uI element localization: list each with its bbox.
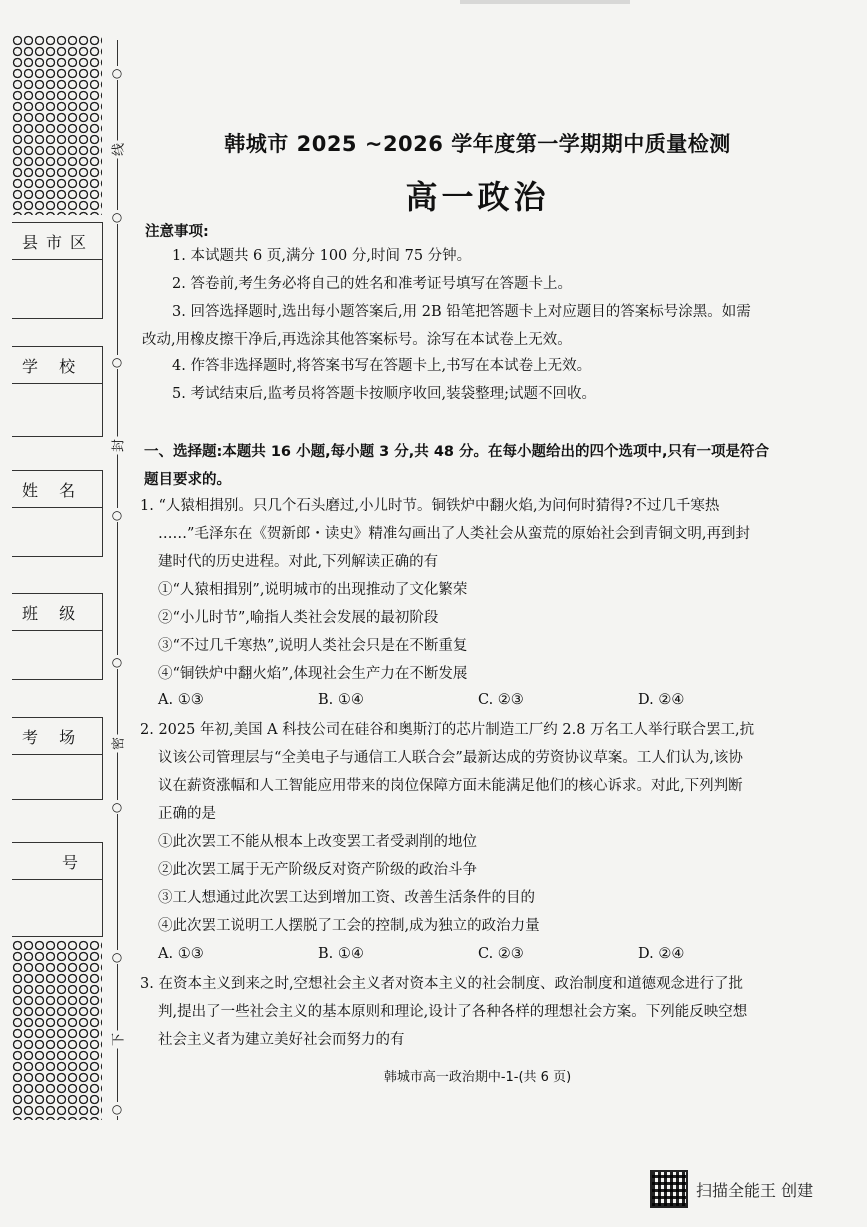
fold-circle: ○ [111, 66, 123, 80]
field-class [12, 593, 103, 680]
option-a: A. ①③ [158, 946, 204, 962]
note-item: 5. 考试结束后,监考员将答题卡按顺序收回,装袋整理;试题不回收。 [172, 386, 597, 402]
field-label: 考 场 [12, 718, 102, 755]
statement: ④“铜铁炉中翻火焰”,体现社会生产力在不断发展 [158, 666, 468, 682]
binding-holes-bottom [12, 940, 102, 1120]
fold-char-below: 下 [108, 1031, 127, 1049]
statement: ③工人想通过此次罢工达到增加工资、改善生活条件的目的 [158, 890, 535, 906]
question-line: ……”毛泽东在《贺新郎・读史》精准勾画出了人类社会从蛮荒的原始社会到青铜文明,再到封 [158, 526, 751, 542]
statement: ①此次罢工不能从根本上改变罢工者受剥削的地位 [158, 834, 477, 850]
page-footer: 韩城市高一政治期中-1-(共 6 页) [383, 1070, 572, 1085]
statement: ①“人猿相揖别”,说明城市的出现推动了文化繁荣 [158, 582, 468, 598]
field-number [12, 842, 103, 937]
option-d: D. ②④ [638, 946, 685, 962]
question-line: 判,提出了一些社会主义的基本原则和理论,设计了各种各样的理想社会方案。下列能反映空想 [158, 1004, 748, 1020]
fold-circle: ○ [111, 800, 123, 814]
fold-circle: ○ [111, 210, 123, 224]
question-line: 建时代的历史进程。对此,下列解读正确的有 [158, 554, 439, 570]
field-label: 学 校 [12, 347, 102, 384]
notes-heading: 注意事项: [145, 224, 209, 240]
fold-char-secret: 密 [108, 735, 127, 753]
statement: ③“不过几千寒热”,说明人类社会只是在不断重复 [158, 638, 468, 654]
fold-circle: ○ [111, 1102, 123, 1116]
question-line: 社会主义者为建立美好社会而努力的有 [158, 1032, 405, 1048]
field-room [12, 717, 103, 800]
note-item: 1. 本试题共 6 页,满分 100 分,时间 75 分钟。 [172, 248, 472, 264]
fold-circle: ○ [111, 508, 123, 522]
watermark-text: 扫描全能王 创建 [696, 1180, 814, 1200]
option-c: C. ②③ [478, 946, 524, 962]
option-c: C. ②③ [478, 692, 524, 708]
fold-circle: ○ [111, 655, 123, 669]
section-heading [144, 438, 812, 494]
qr-code-icon [650, 1170, 688, 1208]
section-heading-line: 题目要求的。 [144, 472, 231, 488]
option-b: B. ①④ [318, 946, 364, 962]
field-label: 姓 名 [12, 471, 102, 508]
question-1 [140, 492, 750, 688]
question-2 [140, 716, 754, 940]
question-line: 1. “人猿相揖别。只几个石头磨过,小儿时节。铜铁炉中翻火焰,为问何时猜得?不过几千寒热 [140, 498, 720, 514]
statement: ②此次罢工属于无产阶级反对资产阶级的政治斗争 [158, 862, 477, 878]
subject-title: 高一政治 [405, 178, 550, 216]
question-line: 议在薪资涨幅和人工智能应用带来的岗位保障方面未能满足他们的核心诉求。对此,下列判断 [158, 778, 743, 794]
fold-char-seal: 封 [108, 437, 127, 455]
note-item: 改动,用橡皮擦干净后,再选涂其他答案标号。涂写在本试卷上无效。 [142, 332, 572, 348]
scanner-watermark [650, 1170, 813, 1208]
field-district [12, 222, 103, 319]
question-3 [140, 970, 747, 1054]
statement: ④此次罢工说明工人摆脱了工会的控制,成为独立的政治力量 [158, 918, 540, 934]
question-line: 议该公司管理层与“全美电子与通信工人联合会”最新达成的劳资协议草案。工人们认为,该协 [158, 750, 743, 766]
fold-char-line: 线 [108, 141, 127, 159]
question-line: 正确的是 [158, 806, 216, 822]
field-label: 号 [12, 843, 102, 880]
note-item: 4. 作答非选择题时,将答案书写在答题卡上,书写在本试卷上无效。 [172, 358, 592, 374]
note-item: 3. 回答选择题时,选出每小题答案后,用 2B 铅笔把答题卡上对应题目的答案标号涂黑。如需 [172, 304, 751, 320]
option-b: B. ①④ [318, 692, 364, 708]
field-label: 班 级 [12, 594, 102, 631]
option-d: D. ②④ [638, 692, 685, 708]
fold-circle: ○ [111, 355, 123, 369]
scan-artifact [460, 0, 630, 4]
exam-title: 韩城市 2025 ~2026 学年度第一学期期中质量检测 [224, 132, 731, 156]
question-1-options [158, 692, 758, 708]
binding-holes-top [12, 35, 102, 215]
field-name [12, 470, 103, 557]
field-label: 县市区 [12, 223, 102, 260]
section-heading-line: 一、选择题:本题共 16 小题,每小题 3 分,共 48 分。在每小题给出的四个选项中,只有一项是符合 [144, 444, 770, 460]
note-item: 2. 答卷前,考生务必将自己的姓名和准考证号填写在答题卡上。 [172, 276, 573, 292]
question-line: 3. 在资本主义到来之时,空想社会主义者对资本主义的社会制度、政治制度和道德观念进行了批 [140, 976, 744, 992]
question-line: 2. 2025 年初,美国 A 科技公司在硅谷和奥斯汀的芯片制造工厂约 2.8 万名工人举行联合罢工,抗 [140, 722, 755, 738]
question-2-options [158, 946, 758, 962]
fold-circle: ○ [111, 950, 123, 964]
statement: ②“小儿时节”,喻指人类社会发展的最初阶段 [158, 610, 439, 626]
option-a: A. ①③ [158, 692, 204, 708]
field-school [12, 346, 103, 437]
